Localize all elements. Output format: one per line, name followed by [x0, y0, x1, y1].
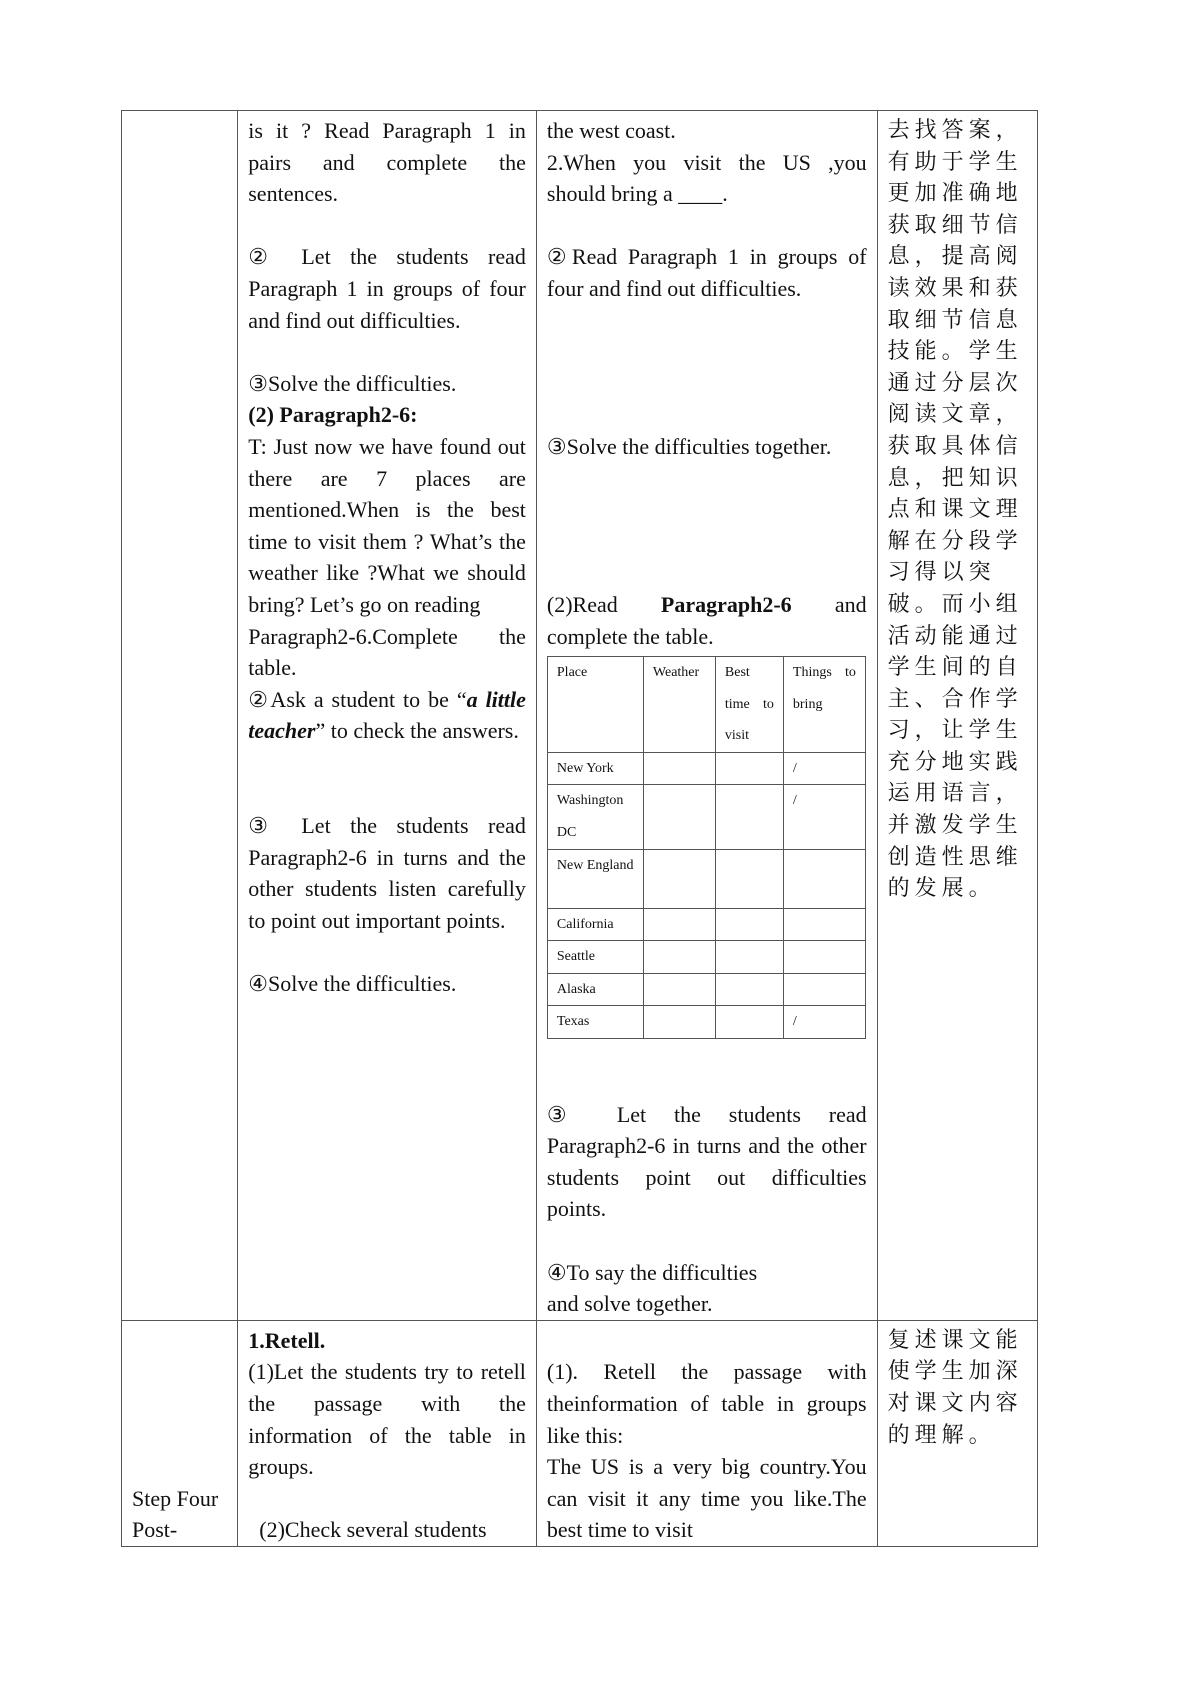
purpose-cell [877, 111, 1037, 1321]
teacher-activity-cell [238, 111, 537, 1321]
best-time-cell[interactable] [715, 973, 783, 1006]
purpose-cell [877, 1320, 1037, 1546]
things-cell[interactable] [783, 849, 865, 908]
teacher-text: is it ? Read Paragraph 1 in pairs and complete the sentences. [248, 118, 526, 207]
text-span: ” to check the answers. [315, 718, 519, 744]
student-text: 2.When you visit the US ,you should bring a ____. [546, 149, 867, 207]
student-text: ②Read Paragraph 1 in groups of four and find out difficulties. [546, 244, 867, 301]
bold-text: Paragraph2-6 [660, 591, 792, 617]
place-cell: New York [547, 752, 643, 785]
best-time-cell[interactable] [715, 785, 783, 849]
things-cell[interactable] [783, 941, 865, 974]
table-row [547, 849, 865, 908]
student-text: the west coast. [546, 118, 676, 143]
table-row [547, 973, 865, 1006]
best-time-cell[interactable] [715, 752, 783, 785]
text-span: and [834, 591, 867, 617]
purpose-text: 复述课文能使学生加深对课文内容的理解。 [887, 1327, 1023, 1448]
section-heading: 1.Retell. [248, 1327, 326, 1353]
teacher-text: Paragraph2-6.Complete the table. [248, 623, 526, 681]
weather-cell[interactable] [643, 752, 715, 785]
step-cell [122, 111, 238, 1321]
table-row [547, 785, 865, 849]
things-cell[interactable]: / [783, 752, 865, 785]
best-time-cell[interactable] [715, 849, 783, 908]
things-cell[interactable] [783, 973, 865, 1006]
teacher-text [248, 684, 526, 747]
table-row [547, 941, 865, 974]
student-text: ③ Let the students read Paragraph2-6 in turns and the other students point out difficulties points. [546, 1101, 867, 1222]
table-row [547, 1006, 865, 1039]
teacher-activity-cell [238, 1320, 537, 1546]
table-row [122, 111, 1038, 1321]
weather-cell[interactable] [643, 941, 715, 974]
best-time-cell[interactable] [715, 941, 783, 974]
step-label: Post- [132, 1517, 178, 1543]
section-heading: (2) Paragraph2-6: [248, 402, 418, 428]
text-span: (2)Read [546, 591, 618, 617]
header-place: Place [547, 657, 643, 753]
header-things: Things to bring [783, 657, 865, 753]
place-cell: California [547, 908, 643, 941]
places-table [547, 656, 866, 1039]
things-cell[interactable] [783, 908, 865, 941]
student-text: The US is a very big country.You can visit it any time you like.The best time to visit [546, 1454, 867, 1543]
teacher-text: (1)Let the students try to retell the passage with the information of the table in groups. [248, 1359, 526, 1480]
teacher-text: ④Solve the difficulties. [248, 971, 457, 997]
student-text: ④To say the difficulties [546, 1259, 758, 1285]
place-cell: Alaska [547, 973, 643, 1006]
teacher-text: ③ Let the students read Paragraph2-6 in turns and the other students listen carefully to point out important points. [248, 813, 526, 933]
teacher-text: T: Just now we have found out there are 7 places are mentioned.When is the best time to visit them ? What’s the weather like ?What we should bring? Let’s go on reading [248, 433, 526, 617]
things-cell[interactable]: / [783, 1006, 865, 1039]
table-row [122, 1320, 1038, 1546]
student-text: complete the table. [546, 623, 714, 649]
table-header-row [547, 657, 865, 753]
table-row [547, 908, 865, 941]
student-activity-cell [536, 111, 877, 1321]
teacher-text: ② Let the students read Paragraph 1 in groups of four and find out difficulties. [248, 244, 526, 333]
step-label: Step Four [132, 1485, 219, 1511]
best-time-cell[interactable] [715, 1006, 783, 1039]
weather-cell[interactable] [643, 908, 715, 941]
weather-cell[interactable] [643, 973, 715, 1006]
teacher-text: ③Solve the difficulties. [248, 370, 457, 396]
student-text: ③Solve the difficulties together. [546, 433, 832, 459]
header-best-time: Best time to visit [715, 657, 783, 753]
best-time-cell[interactable] [715, 908, 783, 941]
teacher-text: (2)Check several students [248, 1517, 487, 1543]
weather-cell[interactable] [643, 1006, 715, 1039]
student-activity-cell [536, 1320, 877, 1546]
table-row [547, 752, 865, 785]
place-cell: Texas [547, 1006, 643, 1039]
step-cell [122, 1320, 238, 1546]
weather-cell[interactable] [643, 785, 715, 849]
things-cell[interactable]: / [783, 785, 865, 849]
text-span: ②Ask a student to be “ [248, 686, 467, 712]
header-weather: Weather [643, 657, 715, 753]
weather-cell[interactable] [643, 849, 715, 908]
student-text [547, 589, 867, 621]
lesson-plan-table [121, 110, 1038, 1547]
place-cell: Washington DC [547, 785, 643, 849]
place-cell: Seattle [547, 941, 643, 974]
student-text: (1). Retell the passage with theinformation of table in groups like this: [546, 1359, 867, 1448]
student-text: and solve together. [546, 1291, 713, 1317]
emphasis-text: a little teacher [248, 686, 526, 744]
purpose-text: 去找答案，有助于学生更加准确地获取细节信息，提高阅读效果和获取细节信息技能。学生通过分层次阅读文章，获取具体信息，把知识点和课文理解在分段学习得以突破。而小组活动能通过学生间的自主、合作学习，让学生充分地实践运用语言，并激发学生创造性思维的发展。 [887, 118, 1023, 902]
place-cell: New England [547, 849, 643, 908]
